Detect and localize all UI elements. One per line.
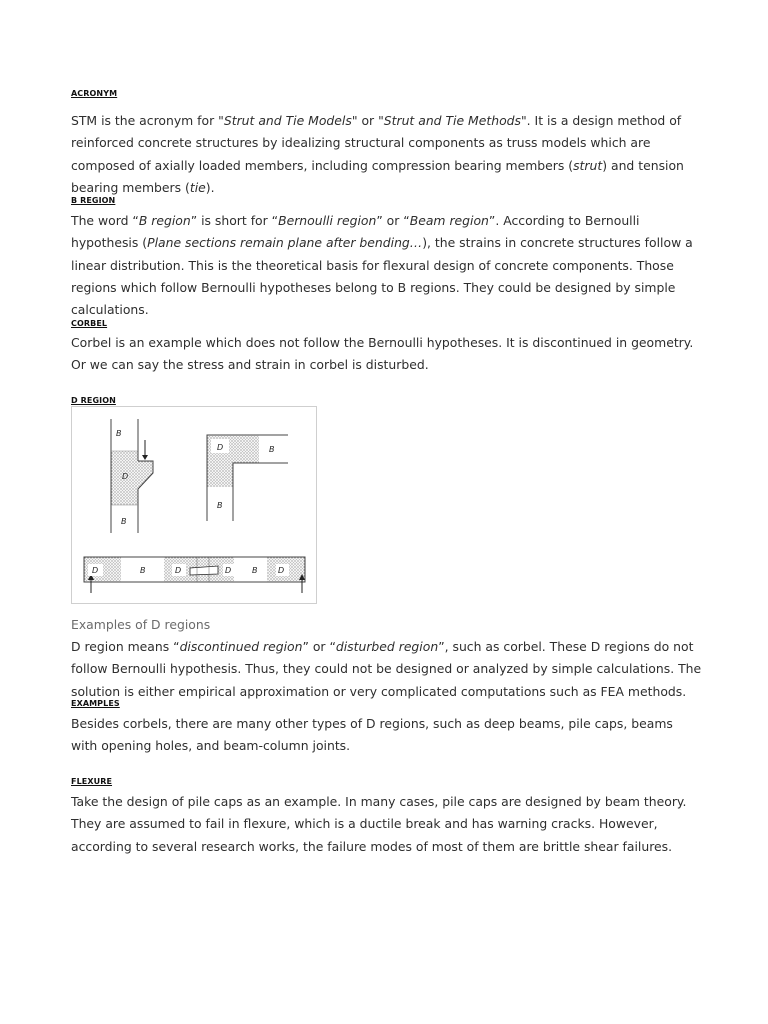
paragraph-corbel: Corbel is an example which does not follow the Bernoulli hypotheses. It is discontinued in geometry. Or we can say the stress and strain in corbel is disturbed. [71,335,694,373]
d-regions-figure [71,406,317,604]
d-regions-diagram [72,407,316,603]
label-beam-d3: D [225,566,232,575]
frame-corner [207,435,288,521]
paragraph-flexure: Take the design of pile caps as an example. In many cases, pile caps are designed by beam theory. They are assumed to fail in flexure, which is a ductile break and has warning cracks. However, according to several research works, the failure modes of most of them are brittle shear failures. [71,794,687,854]
figure-caption: Examples of D regions [71,617,211,632]
beam-with-opening [84,557,305,593]
paragraph-examples: Besides corbels, there are many other types of D regions, such as deep beams, pile caps, beams with opening holes, and beam-column joints. [71,716,673,754]
label-frame-b-right: B [269,445,275,454]
heading-examples: EXAMPLES [71,699,120,708]
paragraph-b-region: The word “B region” is short for “Bernoulli region” or “Beam region”. According to Bernoulli hypothesis (Plane sections remain plane after bending…), the strains in concrete structures follow a linear distribution. This is the theoretical basis for flexural design of concrete components. Those regions which follow Bernoulli hypotheses belong to B regions. They could be designed by simple calculations. [71,213,693,318]
label-frame-d: D [217,443,224,452]
paragraph-d-region: D region means “discontinued region” or “disturbed region”, such as corbel. These D regions do not follow Bernoulli hypothesis. Thus, they could not be designed or analyzed by simple calculations. The solution is either empirical approximation or very complicated computations such as FEA methods. [71,639,702,699]
label-beam-d2: D [175,566,182,575]
heading-b-region: B REGION [71,196,116,205]
label-beam-b1: B [140,566,146,575]
paragraph-acronym: STM is the acronym for "Strut and Tie Models" or "Strut and Tie Methods". It is a design method of reinforced concrete structures by idealizing structural components as truss models which are composed of axially loaded members, including compression bearing members (strut) and tension bearing members (tie). [71,113,684,195]
label-beam-d1: D [92,566,99,575]
label-column-b-top: B [116,429,122,438]
corbel-column [111,419,153,533]
heading-corbel: CORBEL [71,319,108,328]
heading-acronym: ACRONYM [71,89,118,98]
label-column-b-bottom: B [121,517,127,526]
label-column-d: D [122,472,129,481]
label-beam-d4: D [278,566,285,575]
heading-d-region: D REGION [71,396,116,405]
label-beam-b2: B [252,566,258,575]
heading-flexure: FLEXURE [71,777,113,786]
label-frame-b-bottom: B [217,501,223,510]
